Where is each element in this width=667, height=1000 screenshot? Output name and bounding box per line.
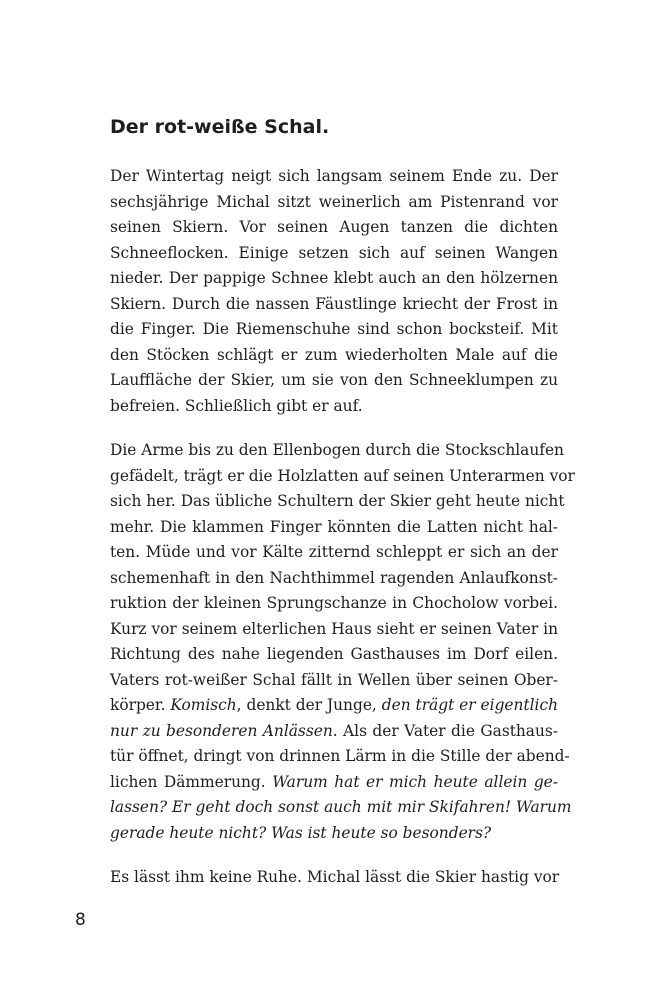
text-line — [110, 617, 558, 643]
text-line — [110, 795, 572, 821]
paragraph-2 — [110, 438, 575, 846]
text-segment: Kurz vor seinem elterlichen Haus sieht er seinen Vater in — [110, 619, 558, 638]
text-line — [110, 693, 558, 719]
text-segment: ruktion der kleinen Sprungschanze in Chocholow vorbei. — [110, 594, 558, 612]
text-line — [110, 343, 558, 369]
text-segment: Skiern. Durch die nassen Fäustlinge kriecht der Frost in — [110, 294, 558, 313]
paragraph-1 — [110, 164, 558, 419]
text-line — [110, 464, 575, 490]
text-segment: schemenhaft in den Nachthimmel ragenden Anlaufkonst- — [110, 568, 558, 587]
text-line — [110, 317, 558, 343]
text-segment: tür öffnet, dringt von drinnen Lärm in die Stille der abend- — [110, 747, 570, 765]
text-line — [110, 394, 558, 420]
text-segment: Vaters rot-weißer Schal fällt in Wellen über seinen Ober- — [110, 670, 558, 689]
italic-phrase: gerade heute nicht? Was ist heute so besonders? — [110, 823, 492, 842]
italic-phrase: den trägt er eigentlich — [381, 696, 559, 714]
text-segment: Es lässt ihm keine Ruhe. Michal lässt die Skier hastig vor — [110, 868, 560, 886]
chapter-title: Der rot-weiße Schal. — [110, 116, 330, 138]
text-line — [110, 266, 558, 292]
text-line — [110, 719, 558, 745]
italic-phrase: Komisch — [170, 696, 237, 714]
text-segment: nieder. Der pappige Schnee klebt auch an den hölzernen — [110, 269, 558, 287]
text-line — [110, 821, 558, 847]
text-segment: ten. Müde und vor Kälte zitternd schleppt er sich an der — [110, 543, 558, 561]
text-segment: Richtung des nahe liegenden Gasthauses im Dorf eilen. — [110, 645, 558, 663]
text-line — [110, 515, 558, 541]
italic-phrase: lassen? Er geht doch sonst auch mit mir Skifahren! Warum — [110, 798, 572, 816]
text-segment: mehr. Die klammen Finger könnten die Latten nicht hal- — [110, 517, 558, 536]
text-segment: Lauffläche der Skier, um sie von den Schneeklumpen zu — [110, 371, 558, 389]
text-line — [110, 566, 558, 592]
text-segment: den Stöcken schlägt er zum wiederholten Male auf die — [110, 345, 558, 364]
text-segment: die Finger. Die Riemenschuhe sind schon bocksteif. Mit — [110, 320, 558, 338]
text-segment: gefädelt, trägt er die Holzlatten auf seinen Unterarmen vor — [110, 466, 575, 485]
text-segment: sich her. Das übliche Schultern der Skier geht heute nicht — [110, 492, 565, 510]
text-segment: Die Arme bis zu den Ellenbogen durch die Stockschlaufen — [110, 441, 564, 459]
text-segment: lichen Dämmerung. — [110, 772, 273, 791]
text-line — [110, 438, 564, 464]
text-line — [110, 540, 558, 566]
text-line — [110, 642, 558, 668]
paragraph-3 — [110, 865, 558, 891]
text-line — [110, 668, 558, 694]
text-segment: seinen Skiern. Vor seinen Augen tanzen die dichten — [110, 218, 558, 236]
italic-phrase: Warum hat er mich heute allein ge- — [272, 772, 558, 791]
text-segment: Schneeflocken. Einige setzen sich auf seinen Wangen — [110, 243, 558, 262]
italic-phrase: nur zu besonderen Anlässen — [110, 721, 333, 740]
text-segment: Der Wintertag neigt sich langsam seinem Ende zu. Der — [110, 167, 558, 185]
text-line — [110, 770, 558, 796]
text-segment: körper. — [110, 696, 171, 714]
text-line — [110, 215, 558, 241]
text-line — [110, 368, 558, 394]
text-line — [110, 744, 570, 770]
text-line — [110, 591, 558, 617]
text-line — [110, 292, 558, 318]
text-line — [110, 190, 558, 216]
text-segment: . Als der Vater die Gasthaus- — [332, 721, 558, 740]
text-line — [110, 489, 565, 515]
text-segment: befreien. Schließlich gibt er auf. — [110, 396, 363, 415]
page-number: 8 — [75, 910, 86, 930]
text-line — [110, 865, 558, 891]
text-line — [110, 241, 558, 267]
text-segment: , denkt der Junge, — [236, 696, 382, 714]
text-segment: sechsjährige Michal sitzt weinerlich am Pistenrand vor — [110, 192, 558, 211]
text-line — [110, 164, 558, 190]
